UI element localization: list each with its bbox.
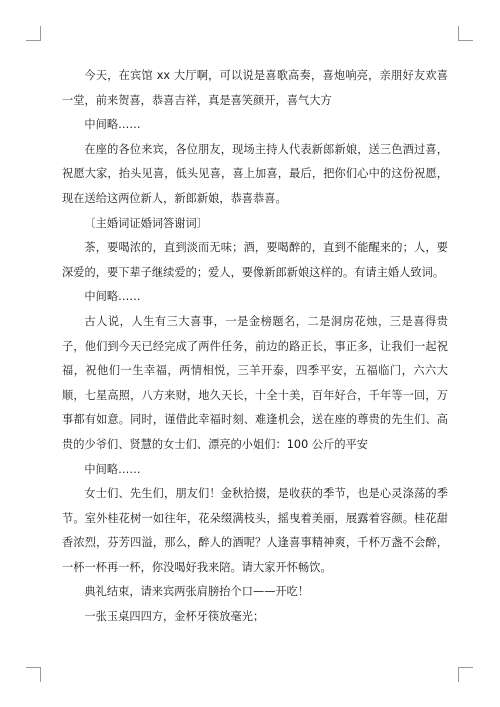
paragraph-blessings: 古人说，人生有三大喜事，一是金榜题名，二是洞房花烛，三是喜得贵子，他们到今天已经完成了两件任务，前边的路正长，事正多，让我们一起祝福，祝他们一生幸福，两情相悦，三羊开泰，四季平安，五福临门，六六大顺，七星高照，八方来财，地久天长，十全十美，百年好合，千年等一回，万事都有如意。同时，谨借此幸福时刻、难逢机会，送在座的尊贵的先生们、高贵的少爷们、贤慧的女士们、漂亮的小姐们：100 公斤的平安: [62, 314, 448, 451]
paragraph-omitted: 中间略……: [84, 118, 141, 132]
document-body: [62, 64, 448, 630]
crop-mark-top-left: [26, 26, 41, 41]
crop-mark-bottom-right: [458, 667, 473, 682]
paragraph-tea-wine: 茶，要喝浓的，直到淡而无味；酒，要喝醉的，直到不能醒来的；人，要深爱的，要下辈子继续爱的；爱人，要像新郎新娘这样的。有请主婚人致词。: [62, 241, 448, 279]
section-heading: 〔主婚词证婚词答谢词〕: [84, 216, 209, 230]
paragraph-verse: 一张玉桌四四方，金杯牙筷放毫光；: [84, 610, 265, 624]
crop-mark-top-right: [458, 26, 473, 41]
paragraph-toast: 在座的各位来宾，各位朋友，现场主持人代表新郎新娘，送三色酒过喜，祝愿大家，抬头见喜，低头见喜，喜上加喜，最后，把你们心中的这份祝愿，现在送给这两位新人，新郎新娘，恭喜恭喜。: [62, 142, 448, 205]
crop-mark-bottom-left: [26, 667, 41, 682]
paragraph-opening: 今天，在宾馆 xx 大厅啊，可以说是喜歌高奏，喜炮响亮，亲朋好友欢喜一堂，前来贺喜，恭喜吉祥，真是喜笑颜开，喜气大方: [62, 69, 448, 107]
paragraph-autumn: 女士们、先生们，朋友们！金秋拾掇，是收获的季节，也是心灵涤荡的季节。室外桂花树一如往年，花朵缀满枝头，摇曳着美丽，展露着容颜。桂花甜香浓烈，芬芳四溢，那么，醉人的酒呢？人逢喜事精神爽，千杯万盏不会醉，一杯一杯再一杯，你没喝好我来陪。请大家开怀畅饮。: [62, 487, 448, 574]
paragraph-omitted: 中间略……: [84, 462, 141, 476]
paragraph-omitted: 中间略……: [84, 290, 141, 304]
paragraph-ceremony-end: 典礼结束，请来宾两张肩膀抬个口——开吃！: [84, 585, 310, 599]
